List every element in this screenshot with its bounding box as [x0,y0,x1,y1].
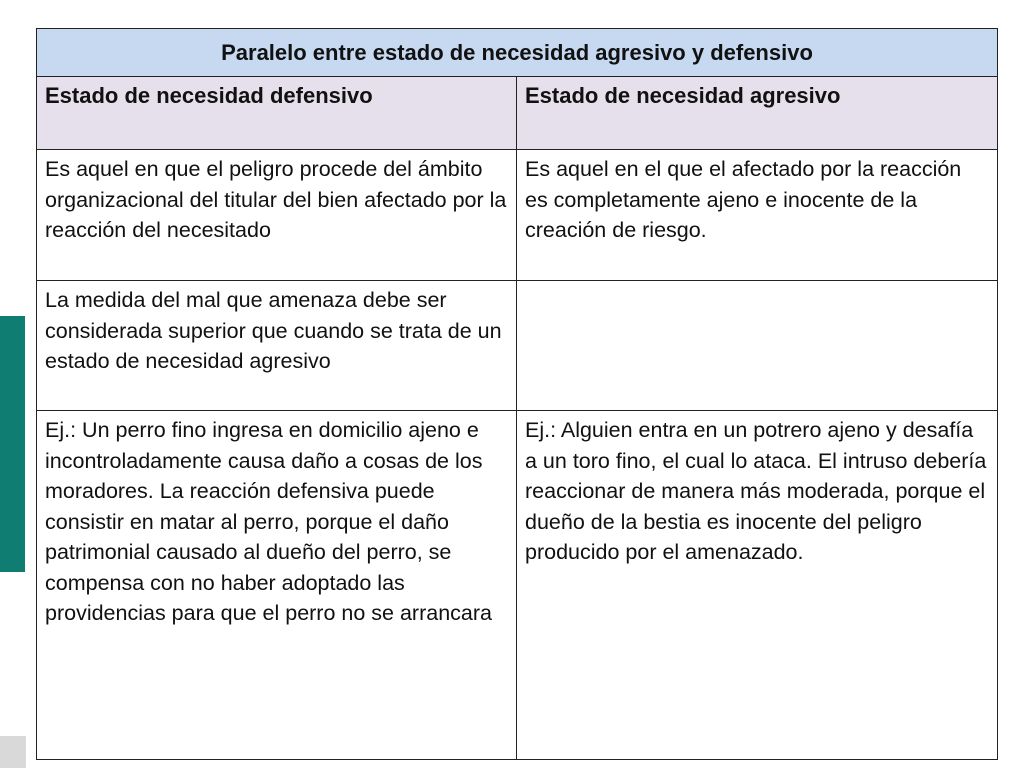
definition-defensive-cell: Es aquel en que el peligro procede del ámbito organizacional del titular del bien afectado por la reacción del necesitado [37,150,517,281]
example-aggressive-cell: Ej.: Alguien entra en un potrero ajeno y desafía a un toro fino, el cual lo ataca. El intruso debería reaccionar de manera más moderada, porque el dueño de la bestia es inocente del peligro producido por el amenazado. [517,411,998,760]
table-title-row [37,29,998,77]
comparison-table [36,28,998,760]
table-row [37,281,998,411]
measure-defensive-cell: La medida del mal que amenaza debe ser considerada superior que cuando se trata de un estado de necesidad agresivo [37,281,517,411]
decorative-corner-block [0,736,26,768]
table-row [37,411,998,760]
table-row [37,150,998,281]
decorative-accent-bar [0,316,25,572]
column-header-defensive: Estado de necesidad defensivo [37,77,517,150]
example-defensive-cell: Ej.: Un perro fino ingresa en domicilio ajeno e incontroladamente causa daño a cosas de los moradores. La reacción defensiva puede consistir en matar al perro, porque el daño patrimonial causado al dueño del perro, se compensa con no haber adoptado las providencias para que el perro no se arrancara [37,411,517,760]
table-header-row [37,77,998,150]
definition-aggressive-cell: Es aquel en el que el afectado por la reacción es completamente ajeno e inocente de la creación de riesgo. [517,150,998,281]
measure-aggressive-cell [517,281,998,411]
table-title: Paralelo entre estado de necesidad agresivo y defensivo [37,29,998,77]
column-header-aggressive: Estado de necesidad agresivo [517,77,998,150]
